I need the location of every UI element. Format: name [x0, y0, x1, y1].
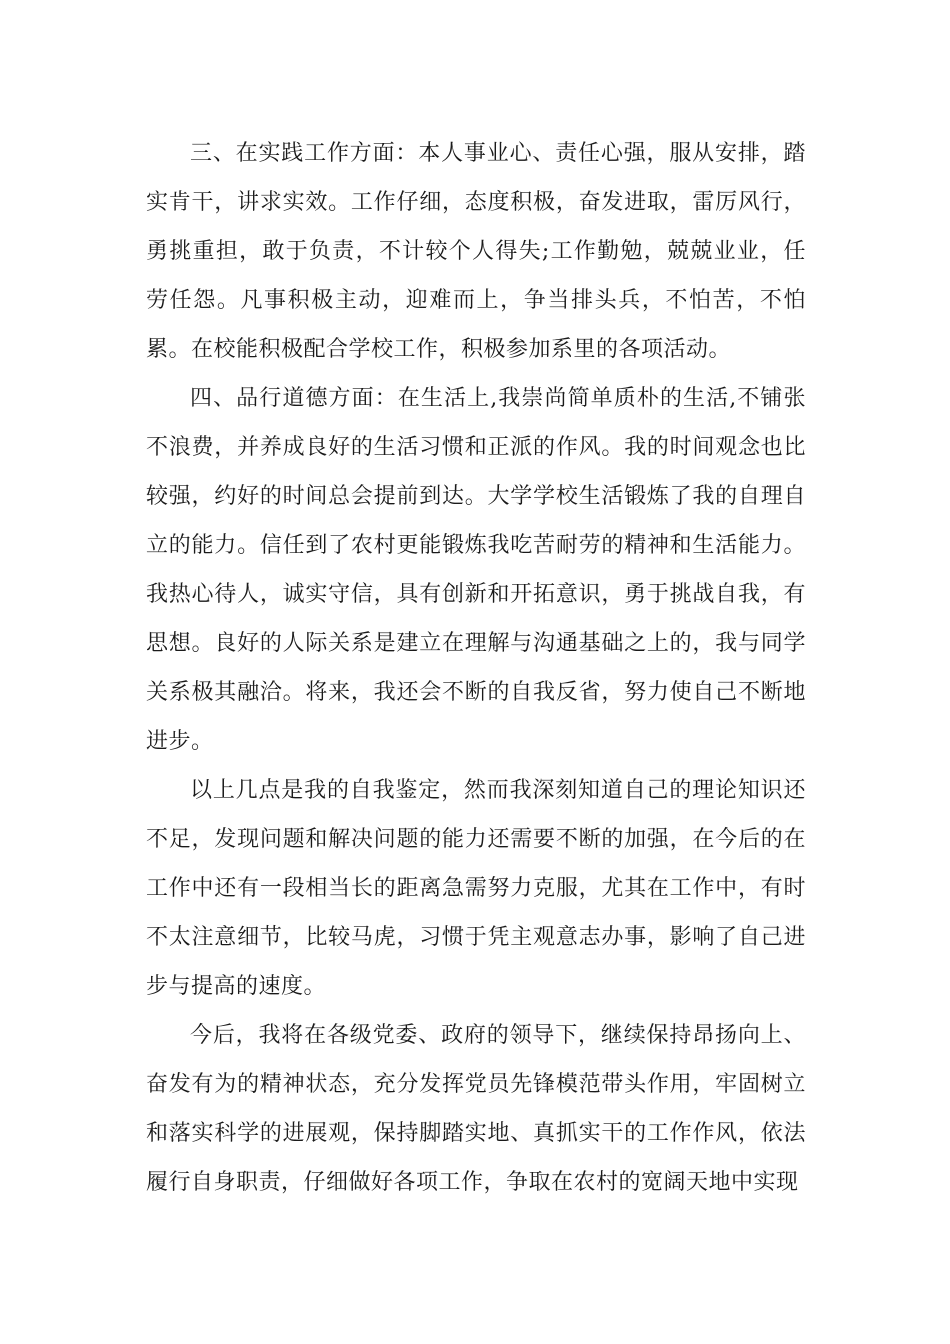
document-body [146, 129, 806, 1207]
paragraph-practical-work: 三、在实践工作方面：本人事业心、责任心强，服从安排，踏实肯干，讲求实效。工作仔细，态度积极，奋发进取，雷厉风行，勇挑重担，敢于负责，不计较个人得失;工作勤勉，兢兢业业，任劳任怨。凡事积极主动，迎难而上，争当排头兵，不怕苦，不怕累。在校能积极配合学校工作，积极参加系里的各项活动。 [146, 141, 806, 362]
paragraph-self-assessment: 以上几点是我的自我鉴定，然而我深刻知道自己的理论知识还不足，发现问题和解决问题的能力还需要不断的加强，在今后的在工作中还有一段相当长的距离急需努力克服，尤其在工作中，有时不太注意细节，比较马虎，习惯于凭主观意志办事，影响了自己进步与提高的速度。 [146, 778, 806, 999]
paragraph-future-plans: 今后，我将在各级党委、政府的领导下，继续保持昂扬向上、奋发有为的精神状态，充分发挥党员先锋模范带头作用，牢固树立和落实科学的进展观，保持脚踏实地、真抓实干的工作作风，依法履行自身职责，仔细做好各项工作，争取在农村的宽阔天地中实现 [146, 1023, 806, 1195]
paragraph-moral-conduct: 四、品行道德方面：在生活上,我崇尚简单质朴的生活,不铺张不浪费，并养成良好的生活习惯和正派的作风。我的时间观念也比较强，约好的时间总会提前到达。大学学校生活锻炼了我的自理自立的能力。信任到了农村更能锻炼我吃苦耐劳的精神和生活能力。我热心待人，诚实守信，具有创新和开拓意识，勇于挑战自我，有思想。良好的人际关系是建立在理解与沟通基础之上的，我与同学关系极其融洽。将来，我还会不断的自我反省，努力使自己不断地进步。 [146, 386, 806, 754]
